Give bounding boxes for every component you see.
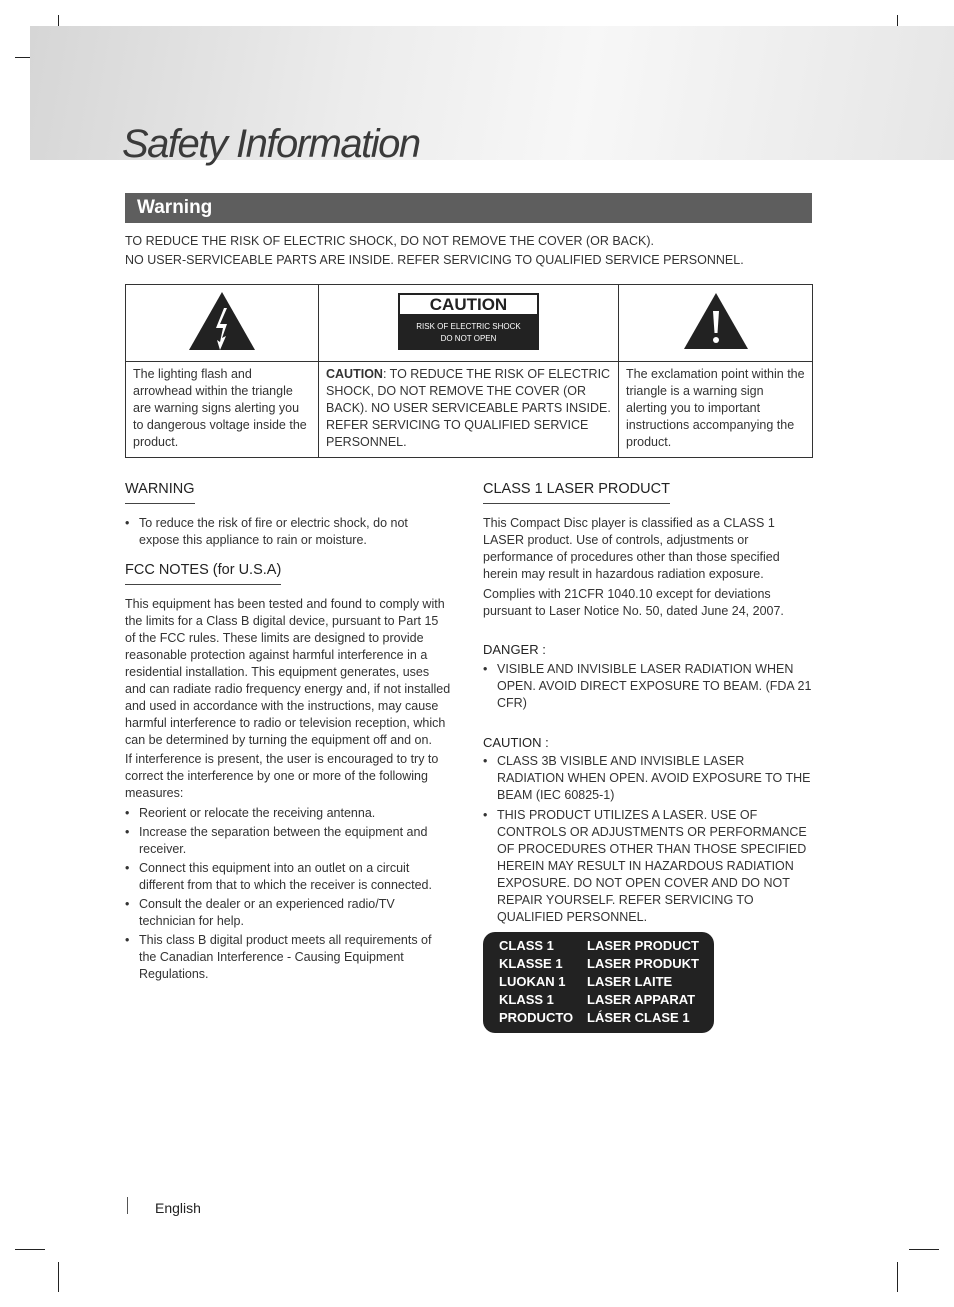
symbol-description: The lighting flash and arrowhead within the triangle are warning signs alerting you to dangerous voltage inside the product. (126, 362, 319, 458)
fcc-heading: FCC NOTES (for U.S.A) (125, 562, 281, 585)
crop-mark (58, 1262, 59, 1292)
table-row (499, 1009, 699, 1027)
list-item: • CLASS 3B VISIBLE AND INVISIBLE LASER RADIATION WHEN OPEN. AVOID EXPOSURE TO THE BEAM (IEC 60825-1) (483, 753, 813, 804)
fcc-paragraph: If interference is present, the user is encouraged to try to correct the interference by one or more of the following measures: (125, 752, 439, 800)
footer-divider (127, 1197, 128, 1214)
laser-class-cell: LUOKAN 1 (499, 974, 566, 989)
table-row (499, 991, 699, 1009)
laser-product-cell: LASER PRODUKT (587, 956, 699, 971)
caution-description-text: : TO REDUCE THE RISK OF ELECTRIC SHOCK, DO NOT REMOVE THE COVER (OR BACK). NO USER SERVICEABLE PARTS INSIDE. REFER SERVICING TO QUALIFIED SERVICE PERSONNEL. (326, 367, 611, 449)
caution-description-label: CAUTION (326, 367, 383, 381)
laser-product-cell: LÁSER CLASE 1 (587, 1010, 690, 1025)
caution-description (319, 362, 619, 458)
section-title: Warning (137, 197, 213, 218)
laser-class-cell: KLASSE 1 (499, 956, 563, 971)
intro-line: TO REDUCE THE RISK OF ELECTRIC SHOCK, DO NOT REMOVE THE COVER (OR BACK). (125, 234, 655, 248)
list-item: • THIS PRODUCT UTILIZES A LASER. USE OF CONTROLS OR ADJUSTMENTS OR PERFORMANCE OF PROCEDURES OTHER THAN THOSE SPECIFIED HEREIN MAY RESULT IN HAZARDOUS RADIATION EXPOSURE. DO NOT OPEN COVER AND DO NOT REPAIR YOURSELF. REFER SERVICING TO QUALIFIED PERSONNEL. (483, 807, 813, 926)
table-row (499, 937, 699, 955)
fcc-paragraph: This equipment has been tested and found to comply with the limits for a Class B digital device, pursuant to Part 15 of the FCC rules. These limits are designed to provide reasonable protection against harmful interference in a residential installation. This equipment generates, uses and can radiate radio frequency energy and, if not installed and used in accordance with the instructions, may cause harmful interference to radio or television reception, which can be determined by turning the equipment off and on. (125, 597, 451, 747)
list-item: • Connect this equipment into an outlet on a circuit different from that to which the receiver is connected. (125, 860, 451, 894)
laser-paragraph: This Compact Disc player is classified as a CLASS 1 LASER product. Use of controls, adjustments or performance of procedures other than those specified herein may result in hazardous radiation exposure. (483, 516, 780, 581)
fcc-measures-list (125, 805, 451, 983)
list-item: • This class B digital product meets all requirements of the Canadian Interference - Causing Equipment Regulations. (125, 932, 451, 983)
table-row (499, 955, 699, 973)
safety-symbol-table (125, 284, 813, 458)
caution-label-cell (319, 285, 619, 362)
danger-list (483, 661, 813, 712)
list-item: • Increase the separation between the equipment and receiver. (125, 824, 451, 858)
danger-label: DANGER : (483, 642, 546, 657)
laser-class-cell: KLASS 1 (499, 992, 554, 1007)
footer-language: English (155, 1200, 201, 1216)
lightning-warning-icon (187, 290, 257, 352)
exclamation-warning-icon (682, 291, 750, 351)
section-header-bar (125, 193, 812, 223)
laser-class-cell: CLASS 1 (499, 938, 554, 953)
laser-product-cell: LASER LAITE (587, 974, 673, 989)
symbol-cell (619, 285, 813, 362)
caution-label-line: DO NOT OPEN (440, 334, 497, 343)
caution-list (483, 753, 813, 926)
caution-label-line: RISK OF ELECTRIC SHOCK (416, 322, 521, 331)
laser-product-cell: LASER PRODUCT (587, 938, 699, 953)
symbol-description: The exclamation point within the triangle is a warning sign alerting you to important instructions accompanying the product. (619, 362, 813, 458)
list-item: • Consult the dealer or an experienced radio/TV technician for help. (125, 896, 451, 930)
warning-list (125, 515, 451, 549)
laser-paragraph: Complies with 21CFR 1040.10 except for deviations pursuant to Laser Notice No. 50, dated June 24, 2007. (483, 587, 784, 618)
page-title: Safety Information (122, 122, 420, 166)
caution-label-title: CAUTION (400, 295, 537, 314)
symbol-cell (126, 285, 319, 362)
caution-label-heading: CAUTION : (483, 735, 549, 750)
laser-class-cell: PRODUCTO (499, 1010, 574, 1025)
crop-mark (15, 1249, 45, 1250)
right-column (483, 481, 813, 926)
list-item: • To reduce the risk of fire or electric shock, do not expose this appliance to rain or moisture. (125, 515, 451, 549)
list-item: • VISIBLE AND INVISIBLE LASER RADIATION WHEN OPEN. AVOID DIRECT EXPOSURE TO BEAM. (FDA 21 CFR) (483, 661, 813, 712)
laser-product-heading: CLASS 1 LASER PRODUCT (483, 481, 670, 504)
caution-label (398, 293, 539, 350)
left-column (125, 481, 451, 983)
crop-mark (909, 1249, 939, 1250)
warning-heading: WARNING (125, 481, 195, 504)
laser-class-label (483, 932, 714, 1033)
table-row (499, 973, 699, 991)
laser-product-cell: LASER APPARAT (587, 992, 696, 1007)
laser-class-table (499, 937, 699, 1027)
intro-line: NO USER-SERVICEABLE PARTS ARE INSIDE. REFER SERVICING TO QUALIFIED SERVICE PERSONNEL. (125, 253, 744, 267)
crop-mark (897, 1262, 898, 1292)
list-item: • Reorient or relocate the receiving antenna. (125, 805, 451, 822)
